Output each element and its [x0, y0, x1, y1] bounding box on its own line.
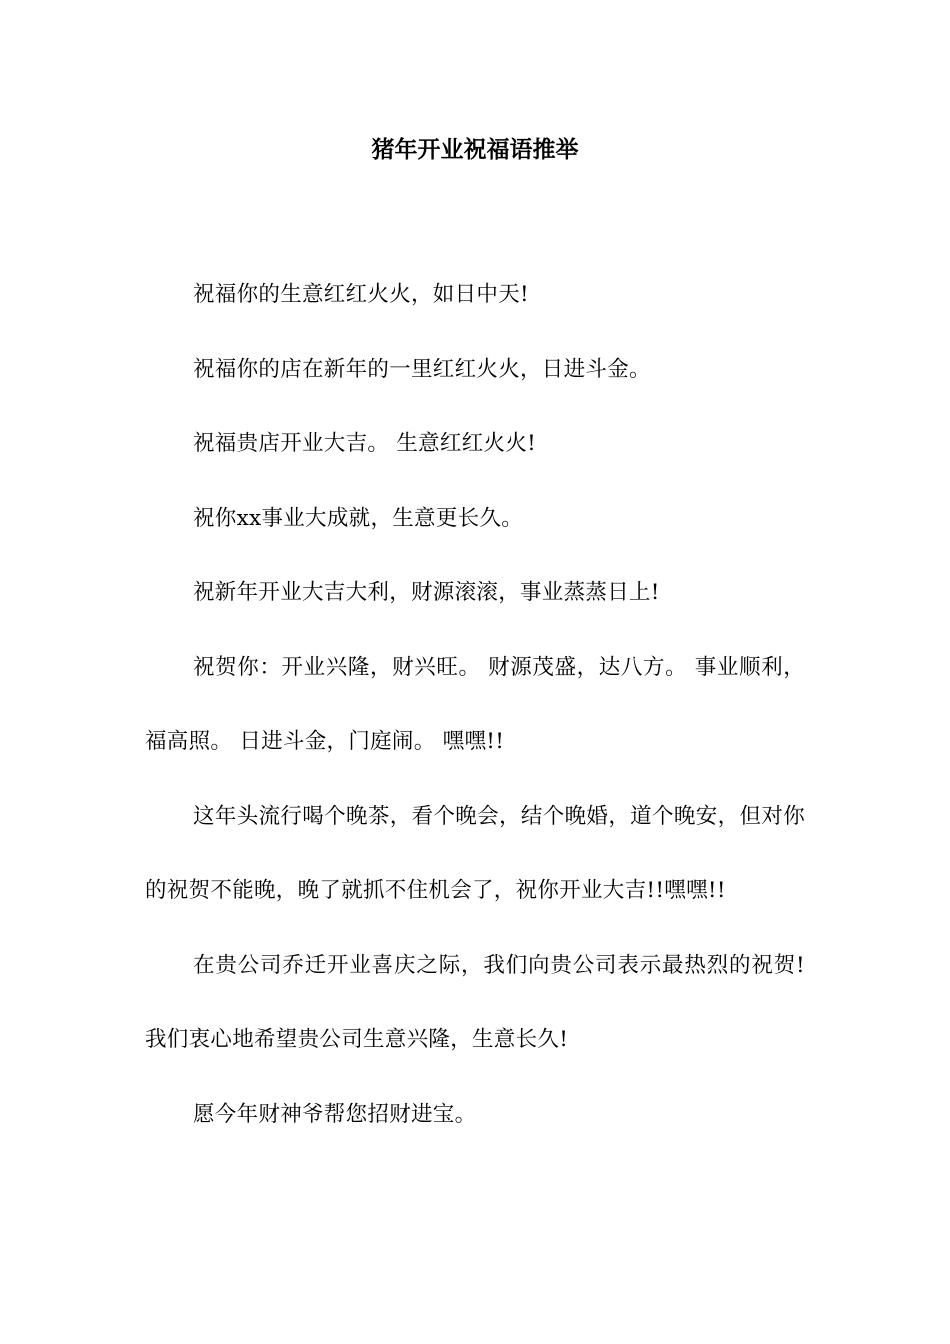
paragraph-7: 这年头流行喝个晚茶，看个晚会，结个晚婚，道个晚安，但对你的祝贺不能晚，晚了就抓不住机会了，祝你开业大吉!!嘿嘿!! [145, 803, 805, 903]
paragraph-3: 祝福贵店开业大吉。 生意红红火火! [193, 431, 537, 456]
paragraph-8: 在贵公司乔迁开业喜庆之际，我们向贵公司表示最热烈的祝贺!我们衷心地希望贵公司生意兴隆，生意长久! [145, 952, 805, 1052]
page-title: 猪年开业祝福语推举 [371, 137, 579, 163]
paragraph-5: 祝新年开业大吉大利，财源滚滚，事业蒸蒸日上! [193, 580, 660, 605]
paragraph-9: 愿今年财神爷帮您招财进宝。 [193, 1101, 477, 1127]
paragraph-6: 祝贺你：开业兴隆，财兴旺。 财源茂盛，达八方。 事业顺利，福高照。 日进斗金，门庭闹。 嘿嘿!! [145, 654, 805, 754]
paragraph-2: 祝福你的店在新年的一里红红火火，日进斗金。 [193, 356, 651, 382]
paragraph-1: 祝福你的生意红红火火，如日中天! [193, 282, 529, 307]
paragraph-4: 祝你xx事业大成就，生意更长久。 [193, 505, 524, 531]
document-body [145, 258, 805, 1152]
